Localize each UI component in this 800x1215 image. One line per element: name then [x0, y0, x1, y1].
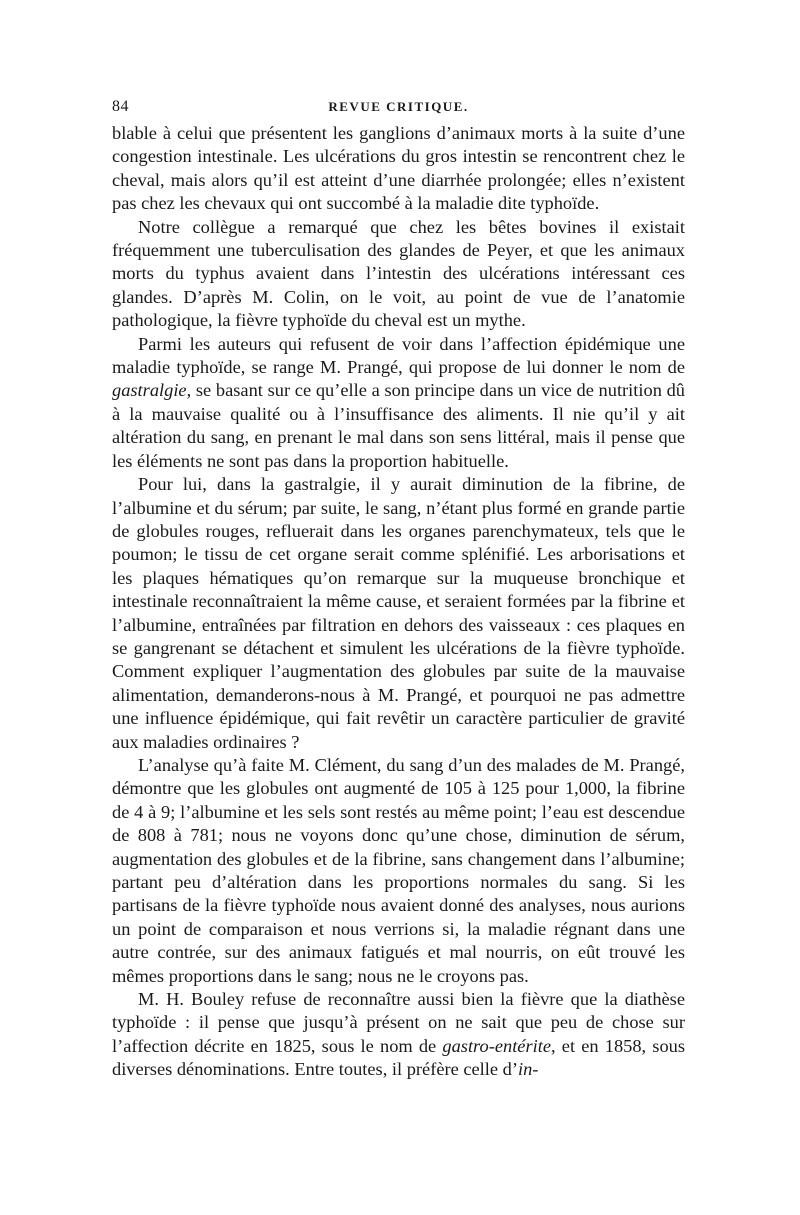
paragraph-text: Notre collègue a remarqué que chez les bêtes bovines il existait fréquemment une tuberculisation des glandes de Peyer, et que les animaux morts du typhus avaient dans l’intestin des ulcérations intéressant ces glandes. D’après M. Colin, on le voit, au point de vue de l’anatomie pathologique, la fièvre typhoïde du cheval est un mythe. [112, 216, 685, 331]
italic-term-gastro-enterite: gastro-entérite [442, 1035, 552, 1056]
paragraph-text: , et en 1858, sous diverses dénominations. Entre toutes, il préfère celle d’ [112, 1035, 685, 1080]
paragraph-text: M. H. Bouley refuse de reconnaître aussi bien la fièvre que la diathèse typhoïde : il pense que jusqu’à présent on ne sait que peu de chose sur l’affection décrite en 1825, sous le nom de [112, 989, 685, 1056]
running-head [112, 96, 685, 122]
paragraph-text: blable à celui que présentent les ganglions d’animaux morts à la suite d’une congestion intestinale. Les ulcérations du gros intestin se rencontrent chez le cheval, mais alors qu’il est atteint d’une diarrhée prolongée; elles n’existent pas chez les chevaux qui ont succombé à la maladie dite typhoïde. [112, 123, 685, 214]
italic-word-fragment: in- [518, 1059, 539, 1080]
paragraph-text: , se basant sur ce qu’elle a son principe dans un vice de nutrition dû à la mauvaise qualité ou à l’insuffisance des aliments. Il nie qu’il y ait altération du sang, en prenant le mal dans son sens littéral, mais il pense que les éléments ne sont pas dans la proportion habituelle. [112, 380, 685, 471]
paragraph-4 [112, 473, 685, 754]
paragraph-3 [112, 333, 685, 473]
paragraph-text: Pour lui, dans la gastralgie, il y aurait diminution de la fibrine, de l’albumine et du sérum; par suite, le sang, n’étant plus formé en grande partie de globules rouges, refluerait dans les organes parenchymateux, tels que le poumon; le tissu de cet organe serait comme splénifié. Les arborisations et les plaques hématiques qu’on remarque sur la muqueuse bronchique et intestinale reconnaîtraient la même cause, et seraient formées par la fibrine et l’albumine, entraînées par filtration en dehors des vaisseaux : ces plaques en se gangrenant se détachent et simulent les ulcérations de la fièvre typhoïde. Comment expliquer l’augmentation des globules par suite de la mauvaise alimentation, demanderons-nous à M. Prangé, et pourquoi ne pas admettre une influence épidémique, qui fait revêtir un caractère particulier de gravité aux maladies ordinaires ? [112, 474, 685, 752]
paragraph-text: L’analyse qu’à faite M. Clément, du sang d’un des malades de M. Prangé, démontre que les globules ont augmenté de 105 à 125 pour 1,000, la fibrine de 4 à 9; l’albumine et les sels sont restés au même point; l’eau est descendue de 808 à 781; nous ne voyons donc qu’une chose, diminution de sérum, augmentation des globules et de la fibrine, sans changement dans l’albumine; partant peu d’altération dans les proportions normales du sang. Si les partisans de la fièvre typhoïde nous avaient donné des analyses, nous aurions un point de comparaison et nous verrions si, la maladie régnant dans une autre contrée, sur des animaux fatigués et mal nourris, on eût trouvé les mêmes proportions dans le sang; nous ne le croyons pas. [112, 754, 685, 986]
paragraph-5 [112, 754, 685, 988]
page-number: 84 [112, 98, 129, 115]
running-title: REVUE CRITIQUE. [328, 99, 469, 114]
italic-term-gastralgie: gastralgie [112, 380, 187, 401]
paragraph-1 [112, 122, 685, 216]
body-text [112, 122, 685, 1082]
book-page [112, 96, 685, 1186]
paragraph-text: Parmi les auteurs qui refusent de voir dans l’affection épidémique une maladie typhoïde, se range M. Prangé, qui propose de lui donner le nom de [112, 333, 685, 378]
paragraph-2 [112, 216, 685, 333]
paragraph-6 [112, 988, 685, 1082]
